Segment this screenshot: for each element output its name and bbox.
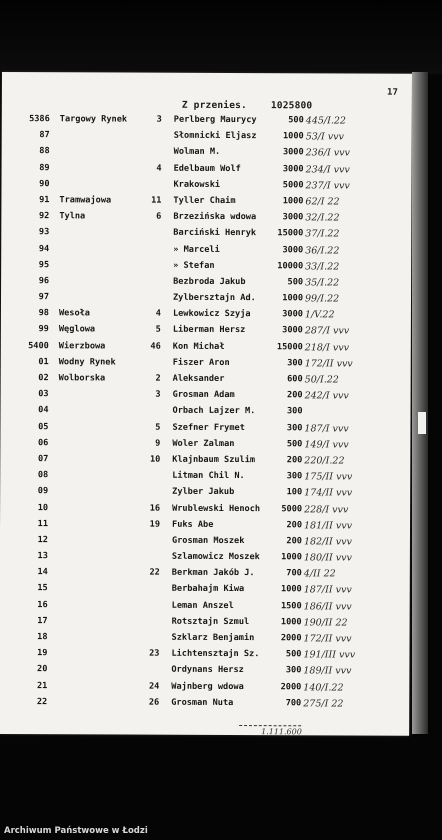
handwritten-note: 228/I vvv	[304, 503, 349, 516]
house-number: 3	[156, 114, 162, 125]
amount: 3000	[282, 212, 304, 223]
ledger-row	[0, 420, 410, 438]
ledger-row	[0, 452, 410, 470]
house-number: 24	[148, 681, 160, 692]
taxpayer-name: Bezbroda Jakub	[173, 276, 246, 287]
entry-number: 96	[38, 276, 50, 287]
street-name: Tylna	[59, 211, 86, 222]
taxpayer-name: Wrublewski Henoch	[172, 503, 261, 514]
handwritten-note: 234/I vvv	[305, 163, 350, 176]
handwritten-note: 190/II 22	[303, 617, 348, 629]
handwritten-note: 140/I.22	[303, 681, 344, 694]
amount: 300	[286, 471, 303, 482]
ledger-row	[1, 225, 411, 243]
street-name: Targowy Rynek	[59, 114, 128, 125]
entry-number: 5386	[29, 114, 50, 125]
entry-number: 90	[39, 178, 50, 189]
amount: 700	[286, 568, 302, 579]
amount: 300	[287, 358, 303, 369]
street-name: Tramwajowa	[59, 195, 112, 206]
ledger-row	[2, 128, 412, 146]
entry-number: 88	[39, 146, 50, 157]
handwritten-note: 275/I 22	[303, 698, 344, 710]
amount: 15000	[277, 228, 304, 239]
archive-footer: Archiwum Państwowe w Łodzi	[4, 826, 148, 836]
ledger-page	[0, 72, 412, 736]
handwritten-note: 62/I 22	[305, 196, 340, 208]
taxpayer-name: Brzezińska wdowa	[173, 211, 257, 223]
taxpayer-name: Perlberg Maurycy	[173, 114, 257, 126]
carried-forward-header	[182, 100, 313, 112]
ledger-row	[0, 436, 410, 454]
taxpayer-name: Zylber Jakub	[172, 487, 235, 498]
handwritten-note: 287/I vvv	[304, 325, 350, 337]
amount: 500	[285, 649, 302, 660]
amount: 1000	[280, 617, 302, 628]
amount: 700	[285, 697, 302, 709]
handwritten-note: 4/II 22	[303, 568, 336, 580]
ledger-row	[0, 500, 410, 518]
ledger-row	[1, 355, 411, 373]
house-number: 3	[155, 389, 161, 400]
page-number: 17	[387, 87, 398, 98]
ledger-row	[1, 241, 411, 259]
entry-number: 93	[38, 227, 50, 238]
ledger-row	[1, 306, 411, 324]
amount: 200	[287, 390, 303, 401]
amount: 200	[286, 519, 303, 531]
taxpayer-name: Wolman M.	[173, 147, 221, 158]
entry-number: 99	[38, 324, 49, 335]
street-name: Wesoła	[58, 308, 91, 319]
ledger-row	[1, 387, 411, 405]
ledger-row	[1, 193, 411, 211]
taxpayer-name: » Stefan	[173, 260, 215, 271]
taxpayer-name: Lichtensztajn Sz.	[171, 648, 260, 660]
handwritten-note: 445/I.22	[305, 115, 347, 127]
ledger-row	[2, 144, 412, 162]
carried-forward-label: Z przenies.	[181, 99, 248, 112]
handwritten-note: 237/I vvv	[305, 180, 350, 192]
taxpayer-name: Aleksander	[172, 373, 225, 384]
street-name: Wodny Rynek	[58, 357, 116, 368]
entry-number: 01	[38, 356, 49, 368]
film-top-margin	[0, 0, 442, 74]
ledger-row	[0, 662, 409, 680]
amount: 3000	[282, 147, 304, 158]
ledger-row	[2, 112, 412, 130]
ledger-row	[0, 630, 410, 648]
handwritten-note: 175/II vvv	[304, 471, 353, 483]
taxpayer-name: Grosman Moszek	[171, 535, 245, 546]
handwritten-note: 189/II vvv	[303, 665, 352, 677]
taxpayer-name: Litman Chil N.	[172, 470, 245, 482]
handwritten-note: 172/II vvv	[303, 633, 352, 645]
house-number: 16	[149, 503, 161, 514]
ledger-row	[1, 322, 411, 340]
handwritten-note: 218/I vvv	[304, 341, 350, 354]
house-number: 10	[149, 454, 161, 465]
handwritten-note: 181/II vvv	[304, 520, 353, 532]
ledger-rows	[0, 112, 412, 713]
amount: 5000	[281, 503, 303, 514]
amount: 10000	[277, 260, 304, 272]
house-number: 4	[156, 163, 162, 174]
handwritten-note: 36/I.22	[305, 244, 340, 256]
entry-number: 92	[38, 211, 50, 222]
taxpayer-name: Słomnicki Eljasz	[173, 130, 257, 142]
entry-number: 13	[37, 551, 48, 562]
house-number: 26	[148, 697, 160, 708]
amount: 1000	[282, 196, 304, 207]
entry-number: 17	[37, 615, 48, 627]
taxpayer-name: Woler Zalman	[172, 438, 235, 449]
house-number: 11	[151, 195, 162, 206]
amount: 300	[285, 665, 302, 676]
amount: 1000	[281, 584, 302, 595]
taxpayer-name: Orbach Lajzer M.	[172, 406, 256, 417]
house-number: 2	[155, 373, 161, 384]
handwritten-note: 50/I.22	[304, 374, 339, 386]
ledger-row	[0, 679, 409, 697]
entry-number: 19	[37, 648, 48, 659]
handwritten-note: 53/I vvv	[305, 131, 344, 143]
entry-number: 18	[37, 632, 48, 643]
taxpayer-name: Szefner Frymet	[172, 422, 245, 433]
taxpayer-name: Fiszer Aron	[172, 357, 230, 368]
taxpayer-name: Grosman Nuta	[171, 697, 234, 708]
ledger-row	[0, 646, 409, 664]
entry-number: 09	[37, 486, 49, 497]
house-number: 9	[155, 438, 161, 449]
taxpayer-name: Szklarz Benjamin	[171, 632, 255, 644]
amount: 1500	[280, 600, 302, 611]
amount: 2000	[280, 633, 302, 644]
amount: 300	[286, 406, 303, 417]
amount: 300	[286, 422, 303, 433]
taxpayer-name: Fuks Abe	[172, 519, 214, 530]
amount: 1000	[281, 552, 302, 563]
entry-number: 97	[38, 292, 50, 303]
entry-number: 95	[38, 259, 50, 270]
amount: 1000	[282, 131, 304, 142]
entry-number: 10	[37, 502, 49, 513]
house-number: 5	[155, 325, 161, 336]
entry-number: 06	[38, 437, 49, 448]
street-name: Węglowa	[58, 324, 96, 335]
entry-number: 04	[38, 405, 49, 416]
entry-number: 22	[36, 696, 48, 707]
entry-number: 14	[37, 567, 48, 578]
house-number: 46	[150, 341, 161, 352]
entry-number: 08	[37, 470, 49, 481]
taxpayer-name: Klajnbaum Szulim	[172, 454, 256, 466]
handwritten-note: 180/II vvv	[303, 552, 352, 564]
handwritten-note: 32/I.22	[305, 212, 340, 224]
handwritten-note: 220/I.22	[304, 455, 345, 467]
taxpayer-name: Grosman Adam	[172, 389, 235, 401]
entry-number: 21	[36, 680, 48, 691]
amount: 15000	[276, 341, 303, 352]
entry-number: 05	[38, 421, 49, 432]
handwritten-note: 186/II vvv	[303, 600, 352, 613]
ledger-row	[0, 695, 409, 713]
handwritten-note: 172/II vvv	[304, 358, 353, 370]
ledger-row	[2, 161, 412, 179]
taxpayer-name: Tyller Chaim	[173, 195, 236, 206]
handwritten-note: 174/II vvv	[304, 487, 353, 499]
ledger-row	[0, 517, 410, 535]
amount: 500	[288, 115, 304, 126]
ledger-row	[1, 209, 411, 227]
taxpayer-name: Krakowski	[173, 179, 221, 190]
entry-number: 89	[39, 162, 50, 173]
entry-number: 12	[37, 535, 48, 546]
amount: 1000	[282, 293, 304, 304]
handwritten-note: 35/I.22	[305, 277, 340, 289]
amount: 200	[286, 455, 303, 466]
total-underline	[239, 725, 301, 726]
ledger-row	[0, 581, 410, 599]
ledger-row	[0, 533, 410, 551]
page-edge-shadow	[412, 72, 428, 734]
handwritten-note: 191/III vvv	[303, 649, 356, 661]
handwritten-note: 187/I vvv	[304, 422, 349, 435]
handwritten-note: 99/I.22	[304, 293, 340, 305]
ledger-row	[0, 484, 410, 502]
house-number: 4	[155, 308, 161, 319]
ledger-row	[0, 403, 410, 421]
handwritten-note: 1/V.22	[304, 309, 335, 321]
ledger-row	[1, 274, 411, 292]
taxpayer-name: Rotsztajn Szmul	[171, 616, 250, 627]
entry-number: 16	[37, 599, 48, 610]
handwritten-note: 33/I.22	[305, 261, 340, 273]
amount: 3000	[282, 325, 303, 336]
house-number: 5	[155, 422, 161, 433]
taxpayer-name: Wajnberg wdowa	[171, 681, 244, 692]
taxpayer-name: Barciński Henryk	[173, 228, 257, 239]
ledger-row	[0, 598, 410, 616]
amount: 200	[286, 536, 302, 547]
handwritten-note: 182/II vvv	[303, 536, 352, 548]
house-number: 6	[156, 211, 162, 222]
handwritten-note: 37/I.22	[305, 228, 340, 240]
taxpayer-name: Lewkowicz Szyja	[172, 308, 251, 320]
handwritten-note: 236/I vvv	[305, 147, 350, 159]
handwritten-note: 242/I vvv	[304, 390, 349, 402]
handwritten-note: 187/II vvv	[303, 584, 352, 596]
ledger-row	[1, 290, 411, 308]
street-name: Wierzbowa	[58, 340, 106, 352]
taxpayer-name: Berbahajm Kiwa	[171, 584, 245, 595]
carried-forward-value: 1025800	[270, 100, 313, 112]
taxpayer-name: Kon Michał	[172, 341, 225, 352]
ledger-row	[1, 339, 411, 357]
amount: 500	[286, 438, 303, 450]
amount: 2000	[280, 681, 302, 692]
ledger-row	[0, 468, 410, 486]
entry-number: 91	[39, 195, 50, 206]
entry-number: 03	[38, 389, 49, 400]
taxpayer-name: Ordynans Hersz	[171, 665, 244, 676]
ledger-row	[1, 371, 411, 389]
amount: 500	[287, 277, 304, 288]
taxpayer-name: Edelbaum Wolf	[173, 163, 241, 174]
entry-number: 15	[37, 583, 48, 594]
page-tab-marker	[418, 412, 426, 434]
entry-number: 02	[38, 373, 49, 384]
amount: 3000	[282, 244, 304, 255]
entry-number: 20	[37, 664, 48, 675]
taxpayer-name: » Marceli	[173, 244, 220, 255]
house-number: 23	[149, 648, 160, 659]
street-name: Wolborska	[58, 373, 106, 384]
ledger-row	[1, 258, 411, 276]
taxpayer-name: Berkman Jakób J.	[171, 567, 255, 579]
entry-number: 07	[37, 454, 49, 465]
taxpayer-name: Leman Anszel	[171, 600, 234, 611]
amount: 100	[286, 487, 303, 498]
page-total: 1.111.600	[261, 727, 302, 737]
amount: 600	[287, 374, 303, 385]
entry-number: 94	[38, 243, 50, 254]
taxpayer-name: Liberman Hersz	[172, 325, 246, 336]
entry-number: 98	[38, 308, 49, 319]
house-number: 19	[149, 519, 161, 530]
ledger-row	[0, 549, 410, 567]
house-number: 22	[149, 567, 160, 578]
handwritten-note: 149/I vvv	[304, 439, 349, 451]
ledger-row	[0, 614, 410, 632]
entry-number: 87	[39, 130, 50, 141]
ledger-row	[0, 565, 410, 583]
taxpayer-name: Szlamowicz Moszek	[171, 551, 260, 563]
entry-number: 5400	[28, 340, 49, 351]
entry-number: 11	[37, 518, 49, 529]
amount: 5000	[282, 179, 304, 191]
amount: 3000	[282, 163, 304, 174]
ledger-row	[1, 177, 411, 195]
taxpayer-name: Zylbersztajn Ad.	[172, 292, 256, 304]
amount: 3000	[282, 309, 303, 320]
